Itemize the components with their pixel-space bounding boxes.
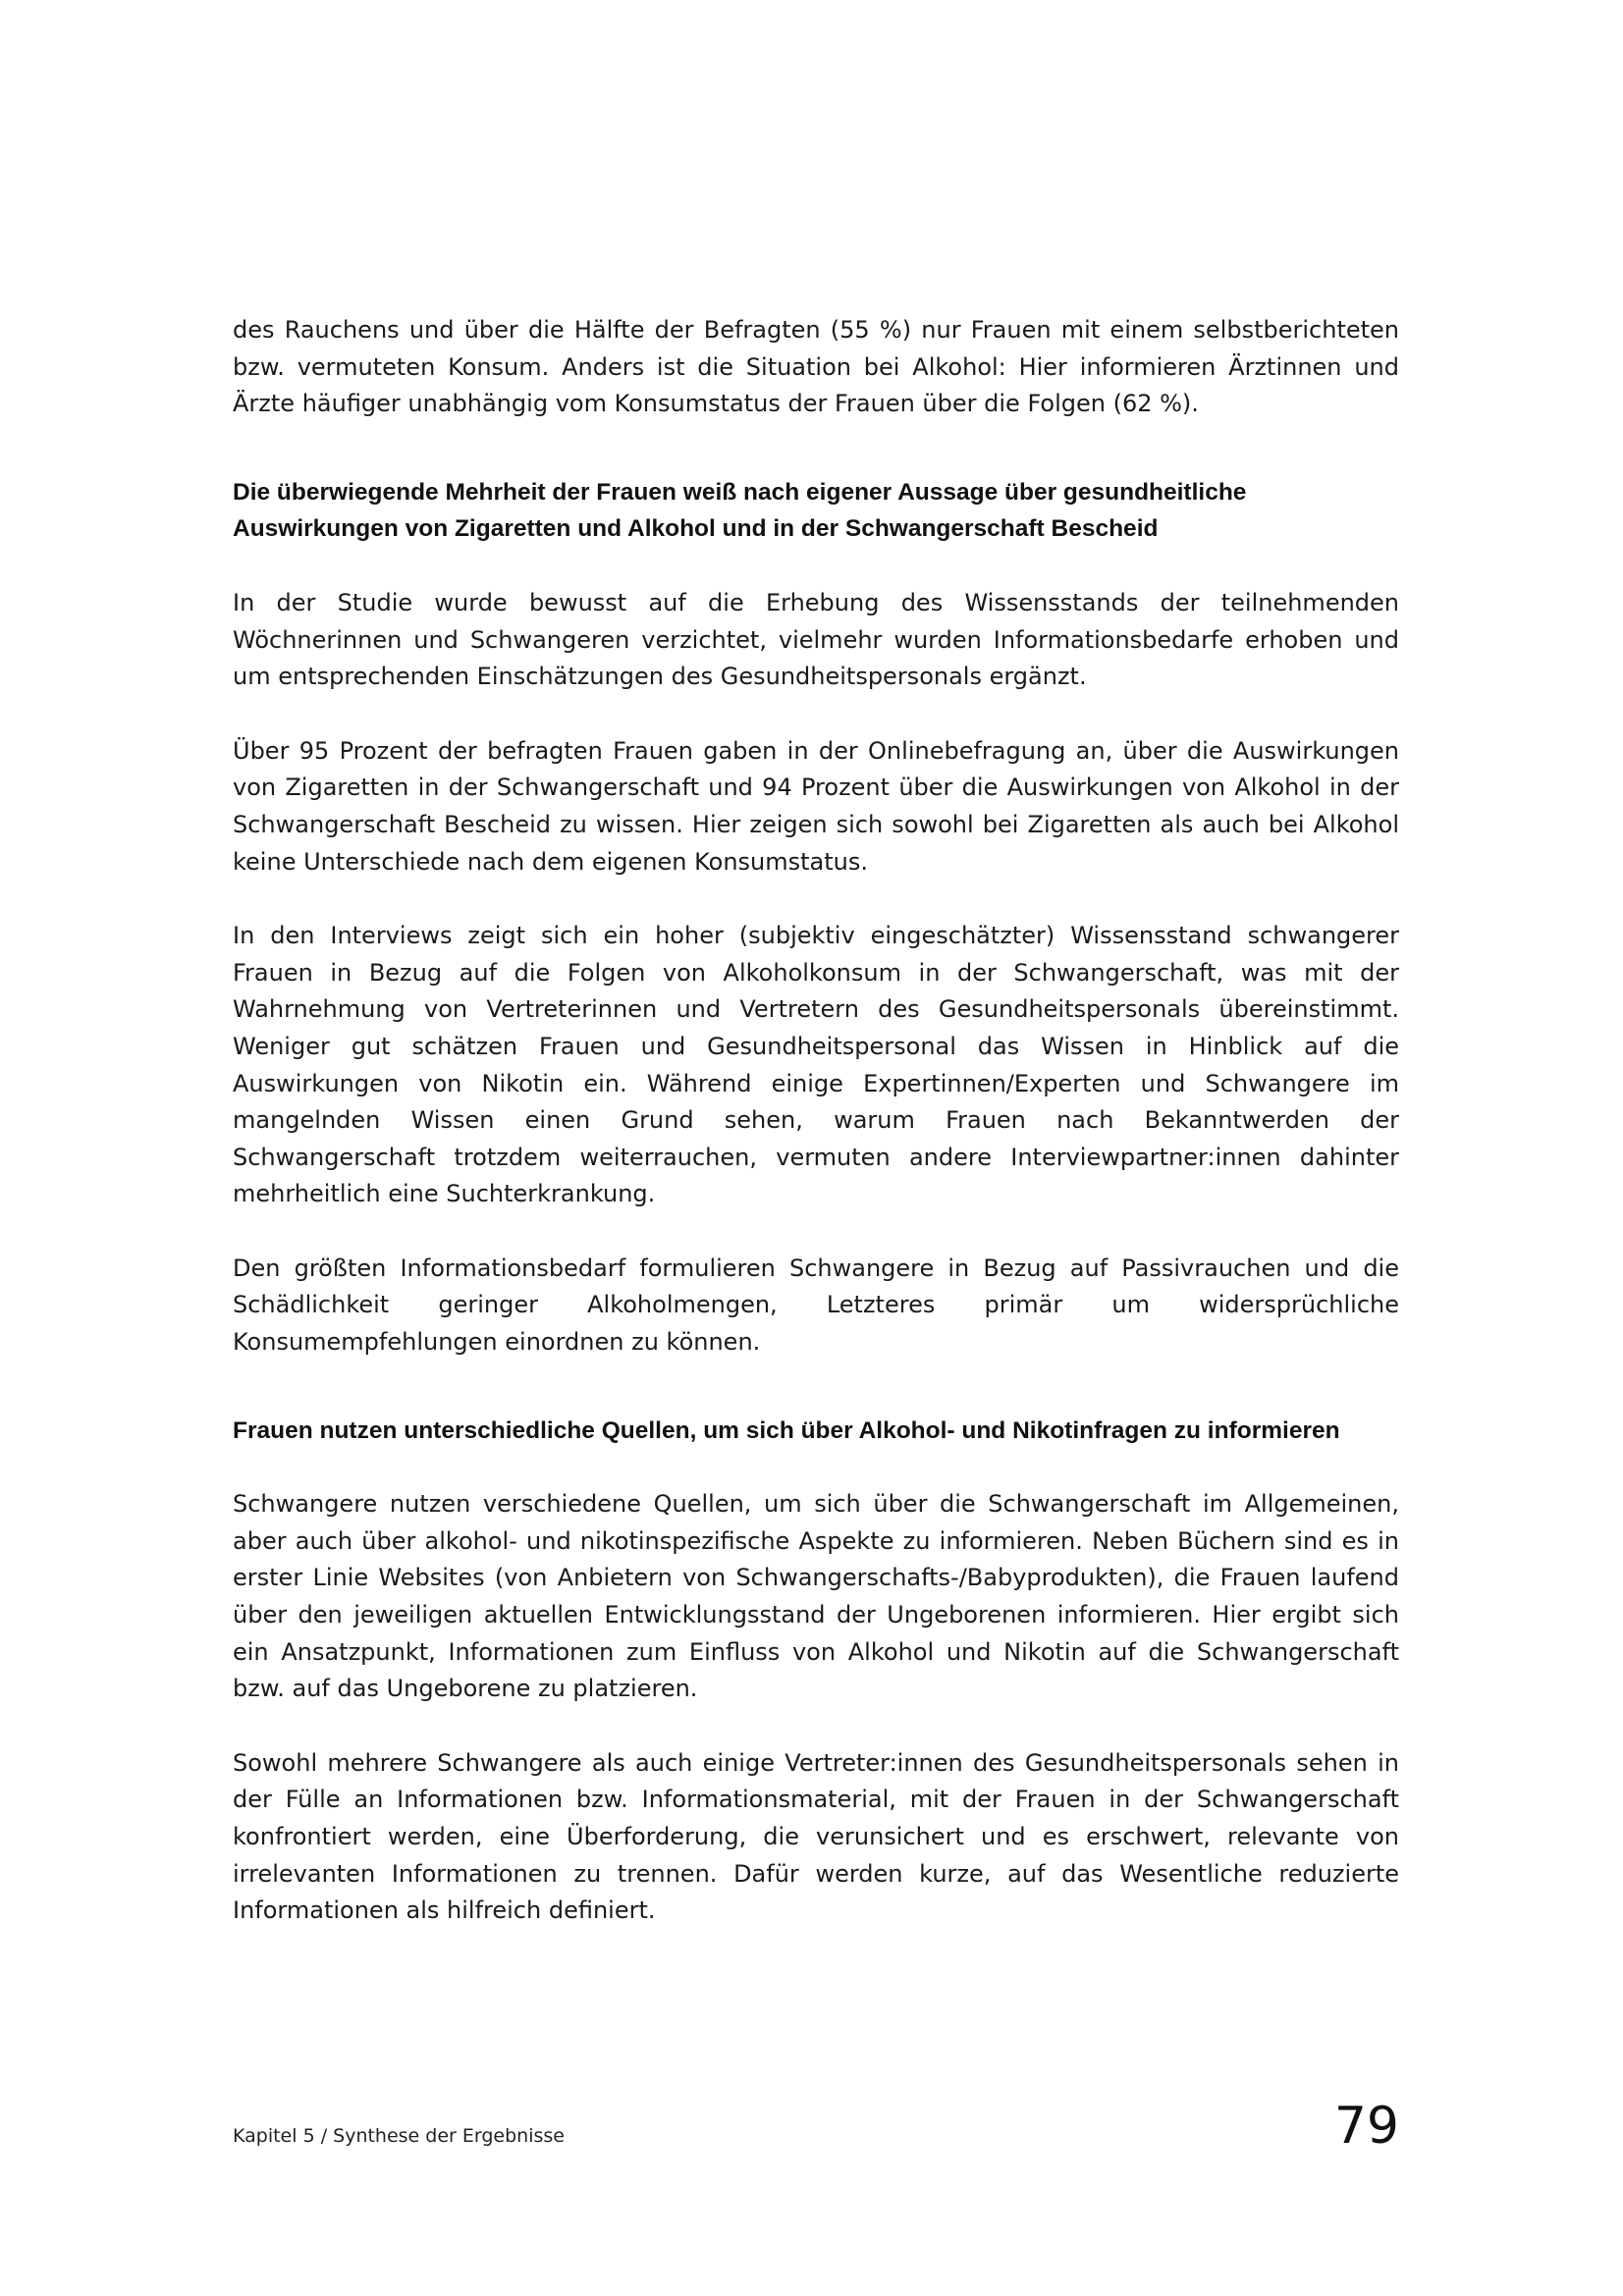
paragraph-studie-wissensstand: In der Studie wurde bewusst auf die Erhebung des Wissensstands der teilnehmenden Wöchnerinnen und Schwangeren verzichtet, vielmehr wurden Informationsbedarfe erhoben und um entsprechenden Einschätzungen des Gesundheitspersonals ergänzt.: [233, 588, 1399, 691]
section-heading-wissen: Die überwiegende Mehrheit der Frauen weiß nach eigener Aussage über gesundheitliche Auswirkungen von Zigaretten und Alkohol und in der Schwangerschaft Bescheid: [233, 478, 1247, 543]
paragraph-onlinebefragung: Über 95 Prozent der befragten Frauen gaben in der Onlinebefragung an, über die Auswirkungen von Zigaretten in der Schwangerschaft und 94 Prozent über die Auswirkungen von Alkohol in der Schwangerschaft Bescheid zu wissen. Hier zeigen sich sowohl bei Zigaretten als auch bei Alkohol keine Unterschiede nach dem eigenen Konsumstatus.: [233, 736, 1399, 876]
main-text-column: [233, 312, 1399, 1930]
paragraph-quellen: Schwangere nutzen verschiedene Quellen, um sich über die Schwangerschaft im Allgemeinen, aber auch über alkohol- und nikotinspezifische Aspekte zu informieren. Neben Büchern sind es in erster Linie Websites (von Anbietern von Schwangerschafts-/Babyprodukten), die Frauen laufend über den jeweiligen aktuellen Entwicklungsstand der Ungeborenen informieren. Hier ergibt sich ein Ansatzpunkt, Informationen zum Einfluss von Alkohol und Nikotin auf die Schwangerschaft bzw. auf das Ungeborene zu platzieren.: [233, 1490, 1399, 1703]
paragraph-informationsbedarf: Den größten Informationsbedarf formulieren Schwangere in Bezug auf Passivrauchen und die Schädlichkeit geringer Alkoholmengen, Letzteres primär um widersprüchliche Konsumempfehlungen einordnen zu können.: [233, 1254, 1399, 1357]
paragraph-ueberforderung: Sowohl mehrere Schwangere als auch einige Vertreter:innen des Gesundheitspersonals sehen in der Fülle an Informationen bzw. Informationsmaterial, mit der Frauen in der Schwangerschaft konfrontiert werden, eine Überforderung, die verunsichert und es erschwert, relevante von irrelevanten Informationen zu trennen. Dafür werden kurze, auf das Wesentliche reduzierte Informationen als hilfreich definiert.: [233, 1748, 1399, 1925]
section-heading-quellen: Frauen nutzen unterschiedliche Quellen, um sich über Alkohol- und Nikotinfragen zu informieren: [233, 1416, 1340, 1444]
paragraph-interviews: In den Interviews zeigt sich ein hoher (subjektiv eingeschätzter) Wissensstand schwangerer Frauen in Bezug auf die Folgen von Alkoholkonsum in der Schwangerschaft, was mit der Wahrnehmung von Vertreterinnen und Vertretern des Gesundheitspersonals übereinstimmt. Weniger gut schätzen Frauen und Gesundheitspersonal das Wissen in Hinblick auf die Auswirkungen von Nikotin ein. Während einige Expertinnen/Experten und Schwangere im mangelnden Wissen einen Grund sehen, warum Frauen nach Bekanntwerden der Schwangerschaft trotzdem weiterrauchen, vermuten andere Interviewpartner:innen dahinter mehrheitlich eine Suchterkrankung.: [233, 922, 1399, 1208]
footer-chapter-label: Kapitel 5 / Synthese der Ergebnisse: [233, 2125, 565, 2147]
paragraph-rauchen-alkohol-beratung: des Rauchens und über die Hälfte der Befragten (55 %) nur Frauen mit einem selbstberichteten bzw. vermuteten Konsum. Anders ist die Situation bei Alkohol: Hier informieren Ärztinnen und Ärzte häufiger unabhängig vom Konsumstatus der Frauen über die Folgen (62 %).: [233, 316, 1399, 418]
page-number: 79: [1333, 2097, 1399, 2156]
